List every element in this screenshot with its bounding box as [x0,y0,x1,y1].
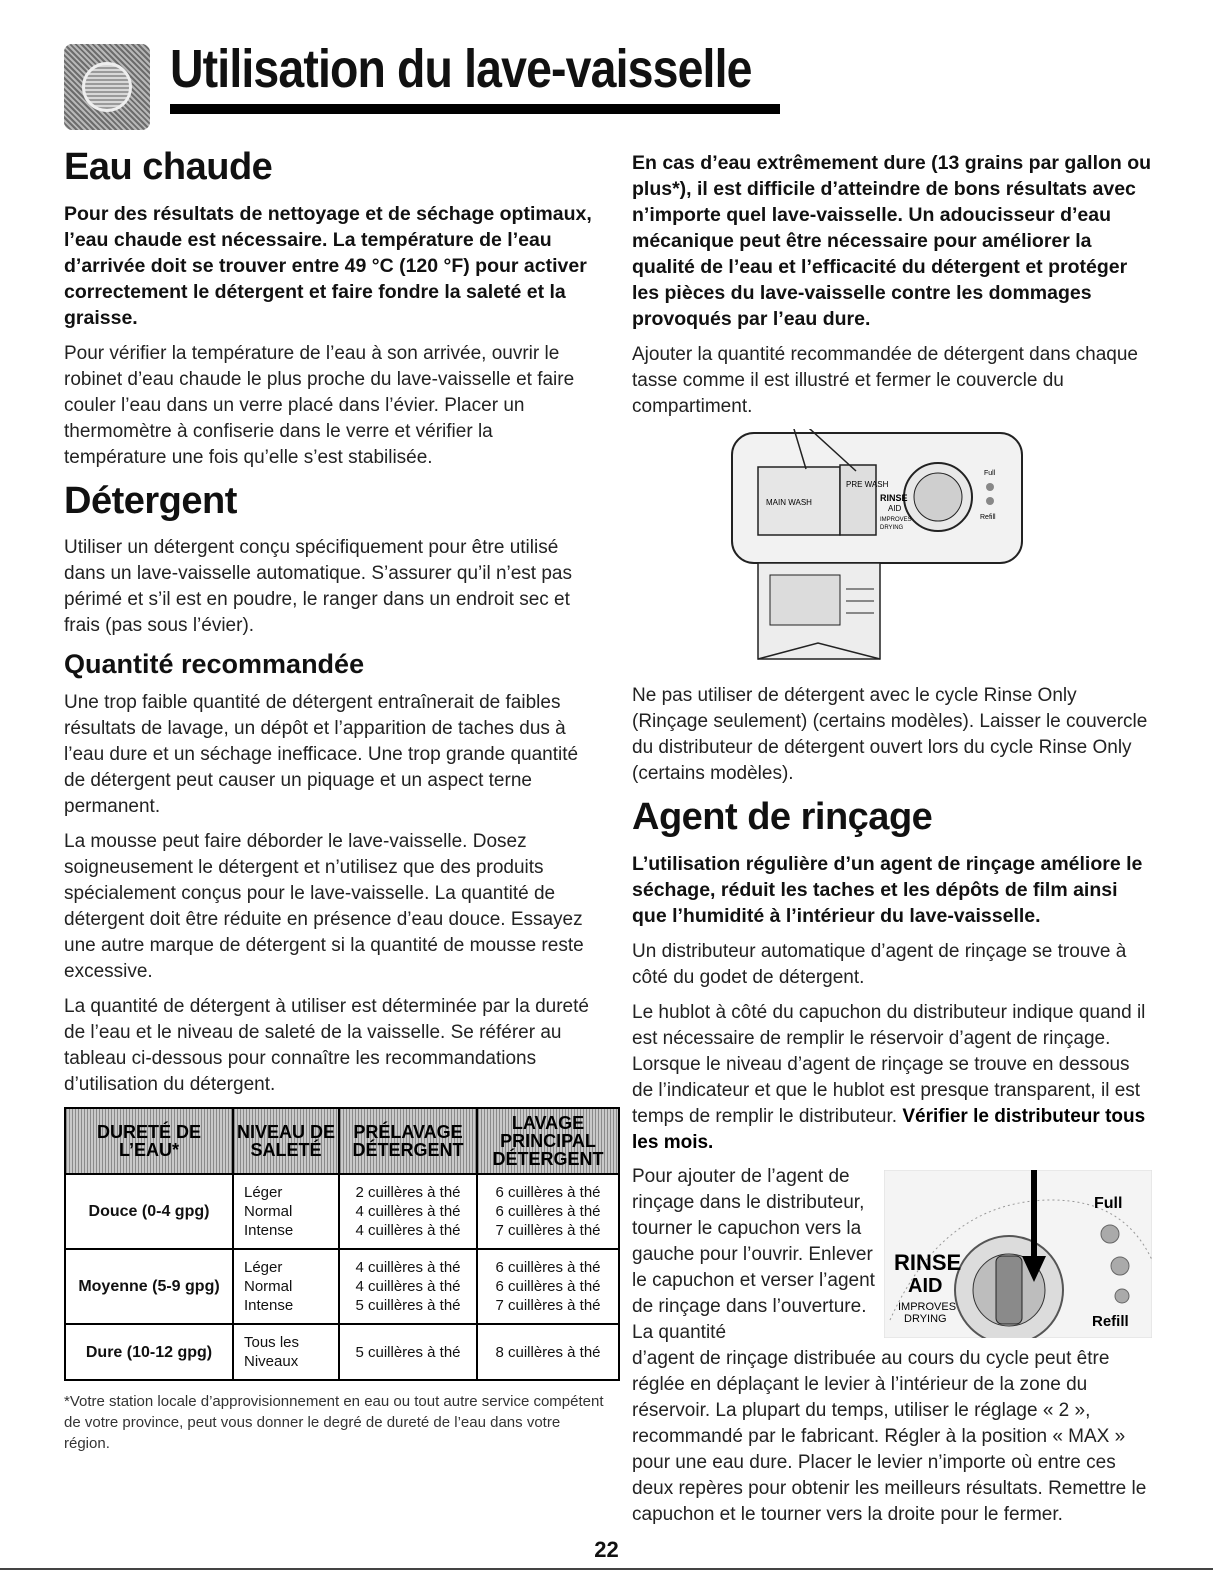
subheading-quantite: Quantité recommandée [64,649,365,679]
agent-p3-wrapped: Pour ajouter de l’agent de rinçage dans le distributeur, tourner le capuchon vers la gauche pour l’ouvrir. Enlever le capuchon et verser l’agent de rinçage dans l’ouverture. La quantité [632,1166,875,1343]
mainwash-cell: 6 cuillères à thé 6 cuillères à thé 7 cuillères à thé [477,1174,619,1249]
page-header [64,28,784,124]
title-underline [170,104,780,114]
svg-text:DRYING: DRYING [880,525,904,531]
page-number: 22 [594,1537,619,1562]
svg-text:IMPROVES: IMPROVES [880,517,912,523]
right-column [632,150,1152,1537]
bottom-rule [0,1568,1213,1570]
rinse-aid-cap-illustration [884,1170,1152,1338]
prewash-cell: 4 cuillères à thé 4 cuillères à thé 5 cuillères à thé [339,1249,477,1324]
table-header: DURETÉ DE L’EAU* [65,1108,233,1174]
svg-text:PRE WASH: PRE WASH [846,480,889,489]
left-column [64,146,604,1454]
main-wash-label: MAIN WASH [766,498,812,507]
svg-text:AID: AID [908,1275,943,1297]
table-header: LAVAGE PRINCIPAL DÉTERGENT [477,1108,619,1174]
svg-text:Full: Full [984,470,996,477]
rinse-aid-section [632,1156,1152,1528]
dishwasher-dial-icon [64,44,150,130]
detergent-dispenser-diagram [728,429,1028,669]
table-row [65,1249,619,1324]
table-footnote: *Votre station locale d’approvisionnement en eau ou tout autre service compétent de votre province, peut vous donner le degré de dureté de l’eau dans votre région. [64,1393,604,1452]
svg-text:DRYING: DRYING [904,1313,947,1325]
eau-chaude-lead: Pour des résultats de nettoyage et de séchage optimaux, l’eau chaude est nécessaire. La température de l’eau d’arrivée doit se trouver entre 49 °C (120 °F) pour activer correctement le détergent et faire fondre la saleté et la graisse. [64,203,592,329]
agent-p1: Un distributeur automatique d’agent de rinçage se trouve à côté du godet de détergent. [632,941,1127,988]
svg-text:IMPROVES: IMPROVES [898,1301,957,1313]
agent-p2: Le hublot à côté du capuchon du distributeur indique quand il est nécessaire de remplir le réservoir d’agent de rinçage. Lorsque le niveau d’agent de rinçage se trouve en dessous de l’indicateur et que le hublot est presque transparent, il est temps de remplir le distributeur. Vérifier le distributeur tous les mois. [632,1002,1146,1153]
svg-text:RINSE: RINSE [894,1250,962,1275]
row-label: Dure (10-12 gpg) [65,1324,233,1380]
table-row [65,1324,619,1380]
detergent-table [64,1107,620,1381]
row-label: Douce (0-4 gpg) [65,1174,233,1249]
svg-text:RINSE: RINSE [880,493,908,503]
svg-text:AID: AID [888,504,902,513]
detergent-body: Utiliser un détergent conçu spécifiquement pour être utilisé dans un lave-vaisselle automatique. S’assurer qu’il n’est pas périmé et s’il est en poudre, le ranger dans un endroit sec et frais (pas sous l’évier). [64,537,572,636]
quantite-p1: Une trop faible quantité de détergent entraînerait de faibles résultats de lavage, un dépôt et l’apparition de taches dus à l’eau dure et un séchage inefficace. Une trop grande quantité de détergent peut causer un piquage et un aspect terne permanent. [64,692,579,817]
level-cell: Tous les Niveaux [233,1324,339,1380]
agent-lead: L’utilisation régulière d’un agent de rinçage améliore le séchage, réduit les taches et les dépôts de film ainsi que l’humidité à l’intérieur du lave-vaisselle. [632,853,1143,927]
prewash-cell: 2 cuillères à thé 4 cuillères à thé 4 cuillères à thé [339,1174,477,1249]
hard-water-lead: En cas d’eau extrêmement dure (13 grains par gallon ou plus*), il est difficile d’atteindre de bons résultats avec n’importe quel lave-vaisselle. Un adoucisseur d’eau mécanique peut être nécessaire pour améliorer la qualité de l’eau et l’efficacité du détergent et protéger les pièces du lave-vaisselle contre les dommages provoqués par l’eau dure. [632,152,1152,330]
section-heading-eau-chaude: Eau chaude [64,146,273,188]
verify-monthly-note: Vérifier le distributeur tous les mois. [632,1106,1146,1153]
svg-text:Full: Full [1094,1195,1123,1212]
quantite-p3: La quantité de détergent à utiliser est déterminée par la dureté de l’eau et le niveau de saleté de la vaisselle. Se référer au tableau ci-dessous pour connaître les recommandations d’utilisation du détergent. [64,996,589,1095]
mainwash-cell: 6 cuillères à thé 6 cuillères à thé 7 cuillères à thé [477,1249,619,1324]
level-cell: Léger Normal Intense [233,1174,339,1249]
page-title: Utilisation du lave-vaisselle [170,39,752,99]
table-header: NIVEAU DE SALETÉ [233,1108,339,1174]
rinse-only-text: Ne pas utiliser de détergent avec le cycle Rinse Only (Rinçage seulement) (certains modèles). Laisser le couvercle du distributeur de détergent ouvert lors du cycle Rinse Only (certains modèles). [632,685,1148,784]
table-header: PRÉLAVAGE DÉTERGENT [339,1108,477,1174]
eau-chaude-body: Pour vérifier la température de l’eau à son arrivée, ouvrir le robinet d’eau chaude le plus proche du lave-vaisselle et faire couler l’eau dans un verre placé dans l’évier. Placer un thermomètre à confiserie dans le verre et vérifier la température une fois qu’elle s’est stabilisée. [64,343,575,468]
table-header-row [65,1108,619,1174]
section-heading-detergent: Détergent [64,480,237,522]
level-cell: Léger Normal Intense [233,1249,339,1324]
section-heading-agent-rincage: Agent de rinçage [632,796,933,838]
prewash-cell: 5 cuillères à thé [339,1324,477,1380]
agent-p3-cont: d’agent de rinçage distribuée au cours du cycle peut être réglée en déplaçant le levier à l’intérieur de la zone du réservoir. La plupart du temps, utiliser le réglage « 2 », recommandé par le fabricant. Régler à la position « MAX » pour une eau dure. Placer le levier n’importe où entre ces deux repères pour obtenir les meilleurs résultats. Remettre le capuchon et le tourner vers la droite pour le fermer. [632,1348,1147,1525]
svg-text:Refill: Refill [1092,1313,1129,1330]
svg-text:Refill: Refill [980,514,996,521]
add-detergent-text: Ajouter la quantité recommandée de détergent dans chaque tasse comme il est illustré et fermer le couvercle du compartiment. [632,344,1138,417]
mainwash-cell: 8 cuillères à thé [477,1324,619,1380]
quantite-p2: La mousse peut faire déborder le lave-vaisselle. Dosez soigneusement le détergent et n’utilisez que des produits spécialement conçus pour le lave-vaisselle. La quantité de détergent doit être réduite en présence d’eau douce. Essayez une autre marque de détergent si la quantité de mousse reste excessive. [64,831,584,982]
row-label: Moyenne (5-9 gpg) [65,1249,233,1324]
table-row [65,1174,619,1249]
